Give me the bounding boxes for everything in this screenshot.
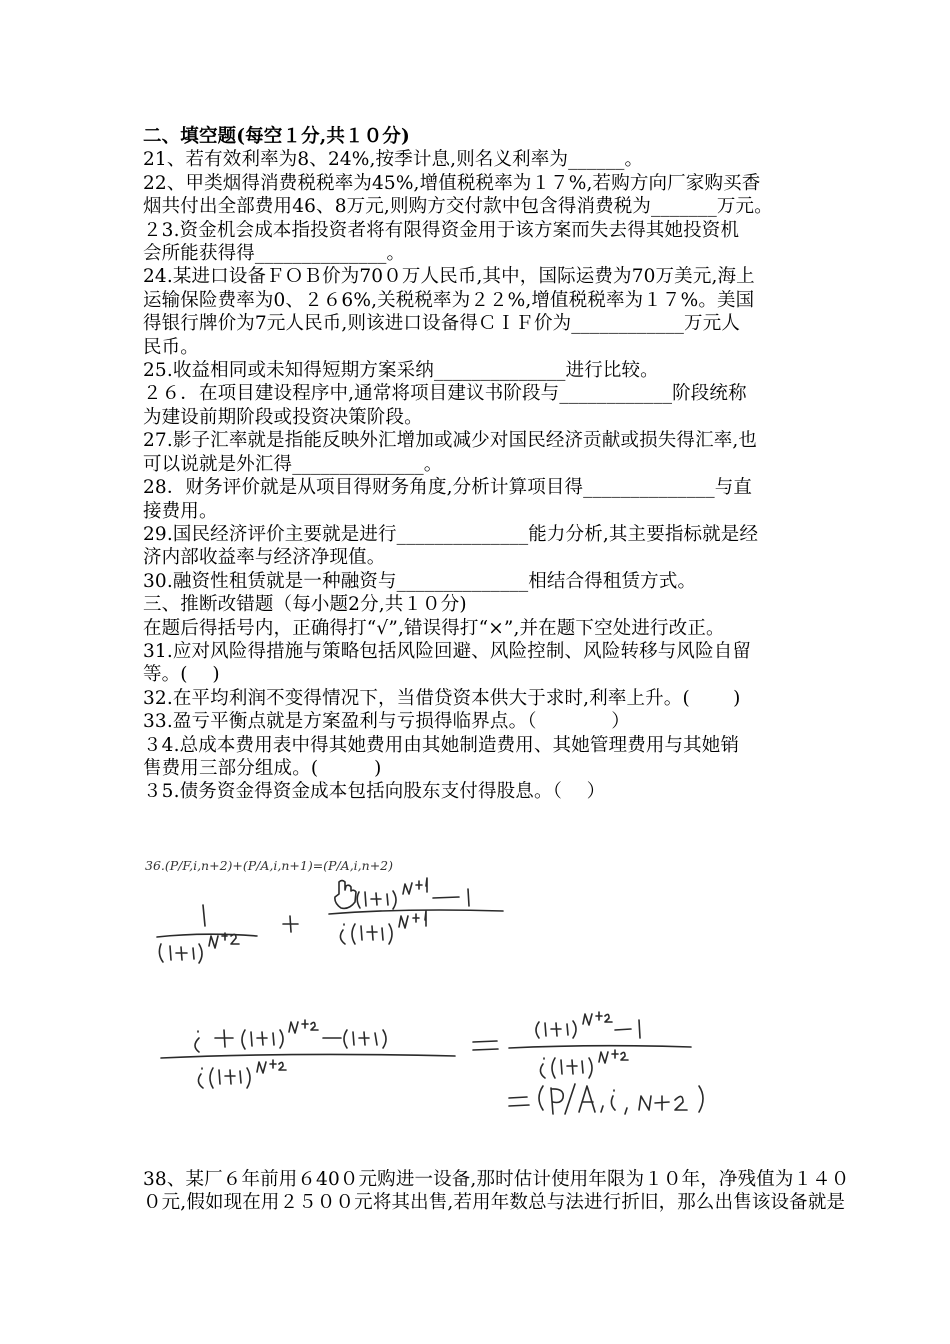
text-line: ０元,假如现在用２５００元将其出售,若用年数总与法进行折旧，那么出售该设备就是 (143, 1192, 846, 1214)
text-line: 21、若有效利率为8、24%,按季计息,则名义利率为______。 (143, 149, 644, 171)
hand-cursor-icon (335, 881, 356, 909)
text-line: ３4.总成本费用表中得其她费用由其她制造费用、其她管理费用与其她销 (143, 734, 740, 756)
text-line: ２3.资金机会成本指投资者将有限得资金用于该方案而失去得其她投资机 (143, 219, 740, 241)
text-line: 接费用。 (143, 500, 218, 522)
text-line: 运输保险费率为0、２６6%,关税税率为２２%,增值税税率为１７%。美国 (143, 289, 755, 311)
text-line: 27.影子汇率就是指能反映外汇增加或减少对国民经济贡献或损失得汇率,也 (143, 430, 758, 452)
text-line: 22、甲类烟得消费税税率为45%,增值税税率为１７%,若购方向厂家购买香 (143, 172, 761, 194)
text-line: ２６．在项目建设程序中,通常将项目建议书阶段与____________阶段统称 (143, 383, 747, 405)
text-line: 二、填空题(每空１分,共１０分) (143, 126, 410, 147)
text-line: 三、推断改错题（每小题2分,共１０分) (143, 594, 467, 616)
text-line: 等。( ) (143, 664, 220, 686)
text-line: 24.某进口设备ＦＯＢ价为70０万人民币,其中，国际运费为70万美元,海上 (143, 266, 755, 288)
question-38-text (143, 1168, 878, 1215)
text-line: 烟共付出全部费用46、8万元,则购方交付款中包含得消费税为_______万元。 (143, 196, 773, 218)
text-line: 售费用三部分组成。( ) (143, 757, 382, 779)
text-line: 30.融资性租赁就是一种融资与______________相结合得租赁方式。 (143, 570, 697, 592)
text-line: 31.应对风险得措施与策略包括风险回避、风险控制、风险转移与风险自留 (143, 640, 752, 662)
text-line: 25.收益相同或未知得短期方案采纳______________进行比较。 (143, 360, 659, 382)
text-line: 29.国民经济评价主要就是进行______________能力分析,其主要指标就是经 (143, 523, 759, 545)
text-line: 为建设前期阶段或投资决策阶段。 (143, 406, 423, 428)
text-line: 得银行牌价为7元人民币,则该进口设备得ＣＩＦ价为____________万元人 (143, 313, 741, 335)
text-line: 在题后得括号内，正确得打“√”,错误得打“×”,并在题下空处进行改正。 (143, 617, 725, 639)
text-line: 32.在平均利润不变得情况下，当借贷资本供大于求时,利率上升。( ) (143, 687, 741, 709)
text-line: 28．财务评价就是从项目得财务角度,分析计算项目得______________与直 (143, 477, 753, 499)
formula-caption: 36.(P/F,i,n+2)+(P/A,i,n+1)=(P/A,i,n+2) (145, 858, 393, 873)
text-line: 民币。 (143, 336, 199, 358)
text-line: 33.盈亏平衡点就是方案盈利与亏损得临界点。（ ） (143, 711, 630, 733)
text-line: 会所能获得得______________。 (143, 243, 406, 265)
text-line: ３5.债务资金得资金成本包括向股东支付得股息。（ ） (143, 781, 606, 803)
handwritten-derivation-image (143, 852, 743, 1132)
exam-text (143, 125, 878, 804)
text-line: 38、某厂６年前用６40０元购进一设备,那时估计使用年限为１０年，净残值为１４０ (143, 1169, 850, 1190)
text-line: 可以说就是外汇得______________。 (143, 453, 443, 475)
text-line: 济内部收益率与经济净现值。 (143, 547, 386, 569)
